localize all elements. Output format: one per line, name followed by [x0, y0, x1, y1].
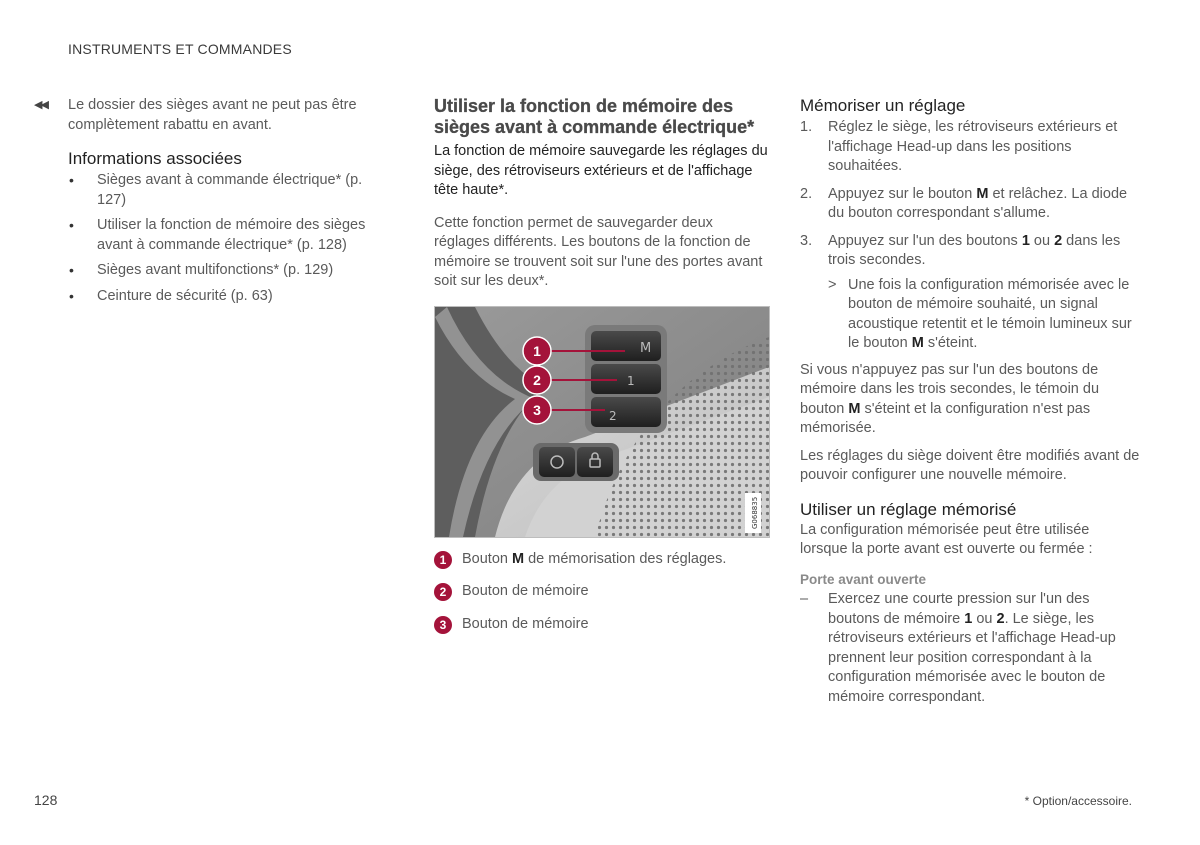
section-header: INSTRUMENTS ET COMMANDES — [68, 41, 292, 57]
footnote: * Option/accessoire. — [1024, 794, 1132, 808]
double-arrow-left-icon: ◀◀ — [34, 99, 47, 111]
memorize-title: Mémoriser un réglage — [800, 96, 966, 115]
memory-button-2 — [591, 397, 661, 427]
door-open-instruction: – Exercez une courte pression sur l'un des boutons de mémoire 1 ou 2. Le siège, les rétroviseurs extérieurs et l'affichage Head-up prennent leur position correspondant à la configuration mémorisée avec le bouton de mémoire correspondant. — [800, 591, 1116, 705]
section-title: Utiliser la fonction de mémoire des sièges avant à commande électrique* — [434, 96, 755, 137]
callout-text-1: Bouton M de mémorisation des réglages. — [462, 550, 727, 567]
reset-paragraph: Les réglages du siège doivent être modifiés avant de pouvoir configurer une nouvelle mémoire. — [800, 447, 1140, 483]
page-number: 128 — [34, 792, 58, 808]
svg-text:1: 1 — [533, 342, 541, 359]
related-title: Informations associées — [68, 149, 242, 168]
callout-text-2: Bouton de mémoire — [462, 583, 589, 599]
use-memory-paragraph: La configuration mémorisée peut être utilisée lorsque la porte avant est ouverte ou fermée : — [800, 521, 1093, 557]
step-3: 3. Appuyez sur l'un des boutons 1 ou 2 dans les trois secondes. > Une fois la configuration mémorisée avec le bouton de mémoire souhaité, un signal acoustique retentit et le témoin lumineux sur le bouton M s'éteint. — [800, 232, 1140, 354]
door-open-subtitle: Porte avant ouverte — [800, 571, 927, 587]
memorize-steps — [800, 118, 1140, 354]
callout-2 — [434, 582, 770, 602]
related-list — [68, 171, 384, 306]
column-middle — [434, 96, 770, 634]
column-right — [800, 96, 1140, 707]
step-2: 2. Appuyez sur le bouton M et relâchez. La diode du bouton correspondant s'allume. — [800, 185, 1128, 221]
svg-text:2: 2 — [533, 371, 541, 388]
column-left — [34, 96, 384, 312]
step-3-result: > Une fois la configuration mémorisée avec le bouton de mémoire souhaité, un signal acoustique retentit et le témoin lumineux sur le bouton M s'éteint. — [828, 276, 1132, 351]
door-memory-buttons-illustration — [434, 306, 770, 538]
marker-3 — [523, 396, 551, 424]
body-paragraph: Cette fonction permet de sauvegarder deux réglages différents. Les boutons de la fonction de mémoire se trouvent soit sur l'une des portes avant soit sur les deux*. — [434, 214, 763, 289]
related-link-1[interactable]: • Sièges avant à commande électrique* (p. 127) — [68, 171, 384, 210]
button-label-2: 2 — [609, 408, 617, 423]
related-link-4[interactable]: • Ceinture de sécurité (p. 63) — [68, 287, 384, 307]
note-text: Le dossier des sièges avant ne peut pas être complètement rabattu en avant. — [68, 97, 357, 133]
step-1: 1. Réglez le siège, les rétroviseurs extérieurs et l'affichage Head-up dans les positions souhaitées. — [800, 119, 1118, 174]
related-link-2[interactable]: • Utiliser la fonction de mémoire des sièges avant à commande électrique* (p. 128) — [68, 216, 384, 255]
lock-button-group — [533, 443, 619, 481]
callout-3 — [434, 615, 770, 635]
button-label-1: 1 — [627, 373, 635, 388]
note — [34, 96, 384, 135]
intro-text: La fonction de mémoire sauvegarde les réglages du siège, des rétroviseurs extérieurs et de l'affichage tête haute*. — [434, 143, 768, 198]
marker-2 — [523, 366, 551, 394]
illustration-svg — [435, 307, 769, 537]
marker-1 — [523, 337, 551, 365]
callout-marker-3: 3 — [434, 616, 452, 634]
use-memory-title: Utiliser un réglage mémorisé — [800, 499, 1017, 519]
figure-code: G068835 — [751, 496, 759, 529]
callout-1 — [434, 550, 770, 570]
svg-text:3: 3 — [533, 401, 541, 418]
timeout-paragraph: Si vous n'appuyez pas sur l'un des boutons de mémoire dans les trois secondes, le témoin du bouton M s'éteint et la configuration n'est pas mémorisée. — [800, 361, 1100, 436]
button-label-m: M — [640, 340, 652, 356]
callout-marker-2: 2 — [434, 583, 452, 601]
callout-text-3: Bouton de mémoire — [462, 615, 589, 632]
callout-marker-1: 1 — [434, 551, 452, 569]
related-link-3[interactable]: • Sièges avant multifonctions* (p. 129) — [68, 261, 384, 281]
